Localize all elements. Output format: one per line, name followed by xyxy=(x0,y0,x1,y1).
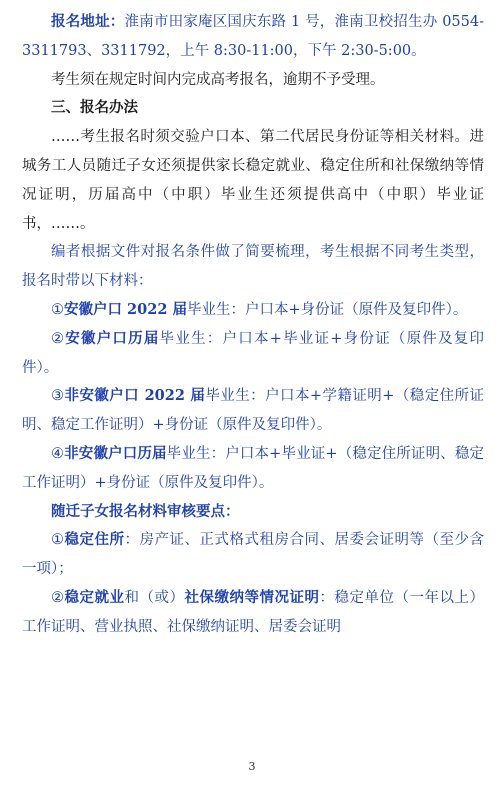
item-number: ③ xyxy=(51,388,65,405)
address-label: 报名地址： xyxy=(51,13,125,30)
item-category: 非安徽户口历届 xyxy=(64,444,167,462)
item-number: ② xyxy=(51,589,65,606)
address-paragraph xyxy=(22,8,484,66)
address-text: 淮南市田家庵区国庆东路 1 号，淮南卫校招生办 0554-3311793、3311792，上午 8:30-11:00，下午 2:30-5:00。 xyxy=(22,14,485,59)
item-connector: 和（或） xyxy=(124,589,185,606)
item-materials: 毕业生：户口本+身份证（原件及复印件）。 xyxy=(186,301,468,318)
material-item-2 xyxy=(22,325,484,383)
item-materials: 毕业生：户口本+毕业证+（稳定住所证明、稳定工作证明）+身份证（原件及复印件）。 xyxy=(22,445,485,491)
item-materials: 毕业生：户口本+学籍证明+（稳定住所证明、稳定工作证明）+身份证（原件及复印件）。 xyxy=(22,388,484,434)
material-item-4 xyxy=(22,440,484,498)
item-number: ① xyxy=(51,301,64,318)
item-category: 稳定住所 xyxy=(64,531,125,549)
item-category: 安徽户口历届 xyxy=(65,329,160,347)
item-number: ② xyxy=(51,330,66,347)
item-category: 安徽户口 2022 届 xyxy=(64,300,187,318)
policy-paragraph: ……考生报名时须交验户口本、第二代居民身份证等相关材料。进城务工人员随迁子女还须提供家长稳定就业、稳定住所和社保缴纳等情况证明，历届高中（中职）毕业生还须提供高中（中职）毕业证书，……。 xyxy=(22,129,484,232)
item-category: 非安徽户口 2022 届 xyxy=(64,387,206,405)
material-item-1 xyxy=(22,296,484,325)
item-number: ① xyxy=(51,532,65,549)
item-number: ④ xyxy=(51,445,65,462)
item-category: 稳定就业 xyxy=(64,588,125,606)
section-heading: 三、报名办法 xyxy=(51,99,138,117)
page-number: 3 xyxy=(248,760,256,773)
review-item-1 xyxy=(22,526,484,584)
document-page xyxy=(22,8,484,642)
material-item-3 xyxy=(22,382,484,440)
item-details: ：稳定单位（一年以上）工作证明、营业执照、社保缴纳证明、居委会证明 xyxy=(22,589,484,635)
item-details: ：房产证、正式格式租房合同、居委会证明等（至少含一项）； xyxy=(22,532,484,578)
item-materials: 毕业生：户口本+毕业证+身份证（原件及复印件）。 xyxy=(22,330,484,376)
item-category-2: 社保缴纳等情况证明 xyxy=(184,588,320,606)
review-item-2 xyxy=(22,584,484,642)
review-heading: 随迁子女报名材料审核要点： xyxy=(51,502,240,520)
editor-note: 编者根据文件对报名条件做了简要梳理，考生根据不同考生类型，报名时带以下材料： xyxy=(22,244,484,290)
notice-paragraph: 考生须在规定时间内完成高考报名，逾期不予受理。 xyxy=(51,71,385,88)
